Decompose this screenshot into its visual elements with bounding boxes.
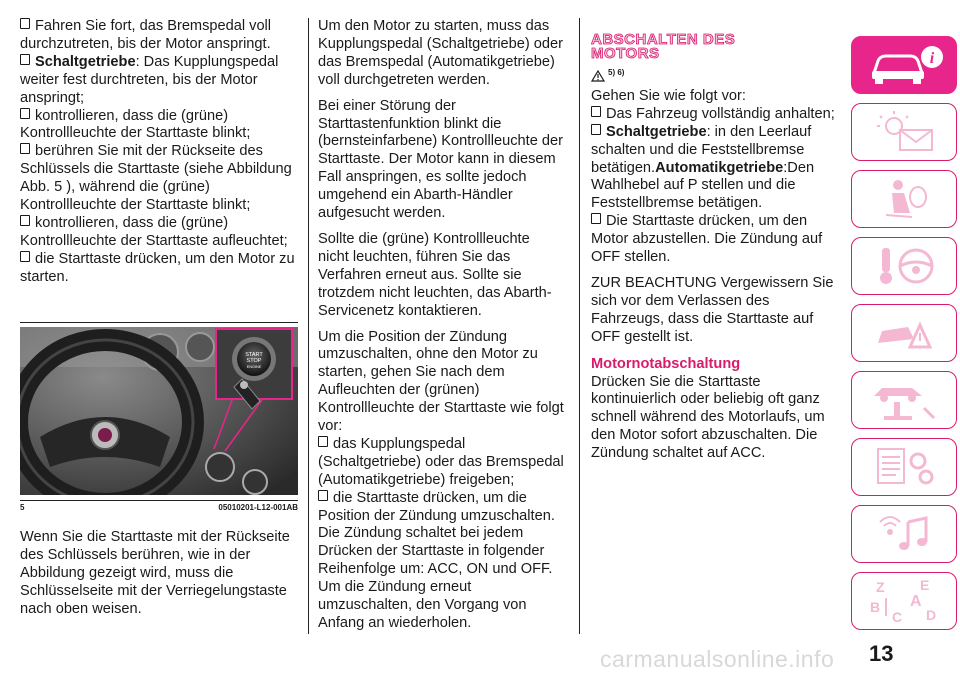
tab-starting-driving[interactable] (851, 237, 957, 295)
index-letter: B (870, 599, 881, 615)
bullet-icon (20, 54, 30, 65)
document-gears-icon (864, 445, 944, 489)
watermark: carmanualsonline.info (600, 646, 835, 672)
bullet-item: Fahren Sie fort, das Bremspedal voll durchzutreten, bis der Motor anspringt. (20, 18, 272, 52)
alphabet-index-icon (864, 576, 944, 626)
bullet-item: die Starttaste drücken, um den Motor zu starten. (20, 250, 295, 285)
svg-text:i: i (929, 50, 935, 67)
bullet-icon (20, 251, 30, 262)
paragraph: Drücken Sie die Starttaste kontinuierlich oder beliebig oft ganz schnell während des Motorlaufs, um den Motor sofort abzuschalten. Die Zündung schaltet auf ACC. (591, 373, 825, 462)
bullet-icon (591, 213, 601, 224)
index-letter: E (920, 577, 930, 593)
column-1 (20, 18, 298, 287)
key-steering-wheel-icon (864, 244, 944, 288)
tab-index[interactable] (851, 572, 957, 630)
bullet-item: die Starttaste drücken, um die Position der Zündung umzuschalten. Die Zündung schaltet bei jedem Drücken der Starttaste in folgender Reihenfolge um: ACC, ON und OFF. Um die Zündung erneut umzuschalten, den Vorgang von Anfang an wiederholen. (318, 489, 555, 631)
music-note-icon (864, 512, 944, 556)
button-label-stop: STOP (246, 358, 262, 364)
tab-technical-data[interactable] (851, 438, 957, 496)
paragraph: Um die Position der Zündung umzuschalten, ohne den Motor zu starten, gehen Sie nach dem Aufleuchten der (grünen) Kontrollleuchte der Starttaste wie folgt vor: (318, 328, 564, 435)
bullet-icon (20, 108, 30, 119)
bullet-item: Das Fahrzeug vollständig anhalten; (591, 106, 841, 124)
steering-wheel-illustration (20, 327, 298, 495)
warning-light-envelope-icon (864, 110, 944, 154)
bullet-item: kontrollieren, dass die (grüne) Kontrollleuchte der Starttaste aufleuchtet; (20, 214, 288, 249)
figure-caption (20, 503, 298, 512)
section-title: ABSCHALTEN DES MOTORS (591, 31, 736, 62)
paragraph: Sollte die (grüne) Kontrollleuchte nicht leuchten, führen Sie das Verfahren erneut aus. Sollte sie trotzdem nicht leuchten, das Abarth-Servicenetz kontaktieren. (318, 230, 552, 319)
index-letter: A (910, 593, 922, 610)
bullet-icon (20, 215, 30, 226)
note: ZUR BEACHTUNG Vergewissern Sie sich vor dem Verlassen des Fahrzeugs, dass die Starttaste auf OFF gestellt ist. (591, 274, 834, 345)
page-number: 13 (869, 641, 894, 666)
bullet-item: Schaltgetriebe: Das Kupplungspedal weiter fest durchtreten, bis der Motor anspringt; (20, 53, 279, 106)
column-divider (579, 18, 580, 634)
paragraph: Bei einer Störung der Starttastenfunktion blinkt die (bernsteinfarbene) Kontrollleuchte der Starttaste. Der Motor kann in diesem Fall anspringen, es sollte jedoch umgehend ein Abarth-Händler aufgesucht werden. (318, 97, 563, 222)
figure-number: 5 (20, 503, 25, 512)
column-divider (308, 18, 309, 634)
subheading: Motornotabschaltung (591, 355, 741, 372)
bullet-item: Die Starttaste drücken, um den Motor abzustellen. Die Zündung auf OFF stellen. (591, 213, 823, 266)
intro-text: Gehen Sie wie folgt vor: (591, 87, 746, 104)
column-2 (318, 18, 564, 633)
bullet-icon (20, 143, 30, 154)
figure-top-rule (20, 322, 298, 323)
airbag-seat-icon (864, 177, 944, 221)
tab-safety[interactable] (851, 170, 957, 228)
car-lift-icon (864, 378, 944, 422)
button-label-engine: ENGINE (246, 365, 262, 369)
bullet-item: Schaltgetriebe: in den Leerlauf schalten und die Feststellbremse betätigen.Automatikgetriebe:Den Wahlhebel auf P stellen und die Feststellbremse betätigen. (591, 123, 815, 212)
column-1-after-figure (20, 529, 298, 619)
paragraph: Um den Motor zu starten, muss das Kupplungspedal (Schaltgetriebe) oder das Bremspedal (Automatikgetriebe) voll durchgetreten werden. (318, 18, 564, 88)
warning-triangle-icon (591, 70, 605, 82)
column-3 (591, 18, 841, 463)
figure-start-button-photo (20, 327, 298, 495)
warning-reference: 5) 6) (591, 64, 841, 82)
car-breakdown-icon (864, 311, 944, 355)
bullet-icon (318, 436, 328, 447)
tab-car-info[interactable] (851, 36, 957, 94)
figure-code: 05010201-L12-001AB (218, 503, 298, 512)
index-letter: C (892, 609, 903, 625)
tab-dashboard-warnings[interactable] (851, 103, 957, 161)
bullet-item: kontrollieren, dass die (grüne) Kontrollleuchte der Starttaste blinkt; (20, 107, 251, 142)
index-letter: D (926, 607, 937, 623)
bullet-icon (591, 124, 601, 135)
paragraph: Wenn Sie die Starttaste mit der Rückseite des Schlüssels berühren, wie in der Abbildung gezeigt wird, muss die Schlüsselseite mit der Verriegelungstaste nach oben weisen. (20, 529, 290, 617)
bullet-item: berühren Sie mit der Rückseite des Schlüssels die Starttaste (siehe Abbildung Abb. 5 ), während die (grüne) Kontrollleuchte der Starttaste blinkt; (20, 143, 292, 214)
car-info-icon (864, 43, 944, 87)
bullet-icon (318, 490, 328, 501)
tab-multimedia[interactable] (851, 505, 957, 563)
index-letter: Z (876, 579, 885, 595)
button-label-start: START (245, 352, 263, 358)
tab-emergency[interactable] (851, 304, 957, 362)
figure-bottom-rule (20, 500, 298, 501)
bullet-icon (20, 18, 30, 29)
bullet-item: das Kupplungspedal (Schaltgetriebe) oder das Bremspedal (Automatikgetriebe) freigeben; (318, 435, 564, 488)
bullet-icon (591, 106, 601, 117)
tab-maintenance[interactable] (851, 371, 957, 429)
